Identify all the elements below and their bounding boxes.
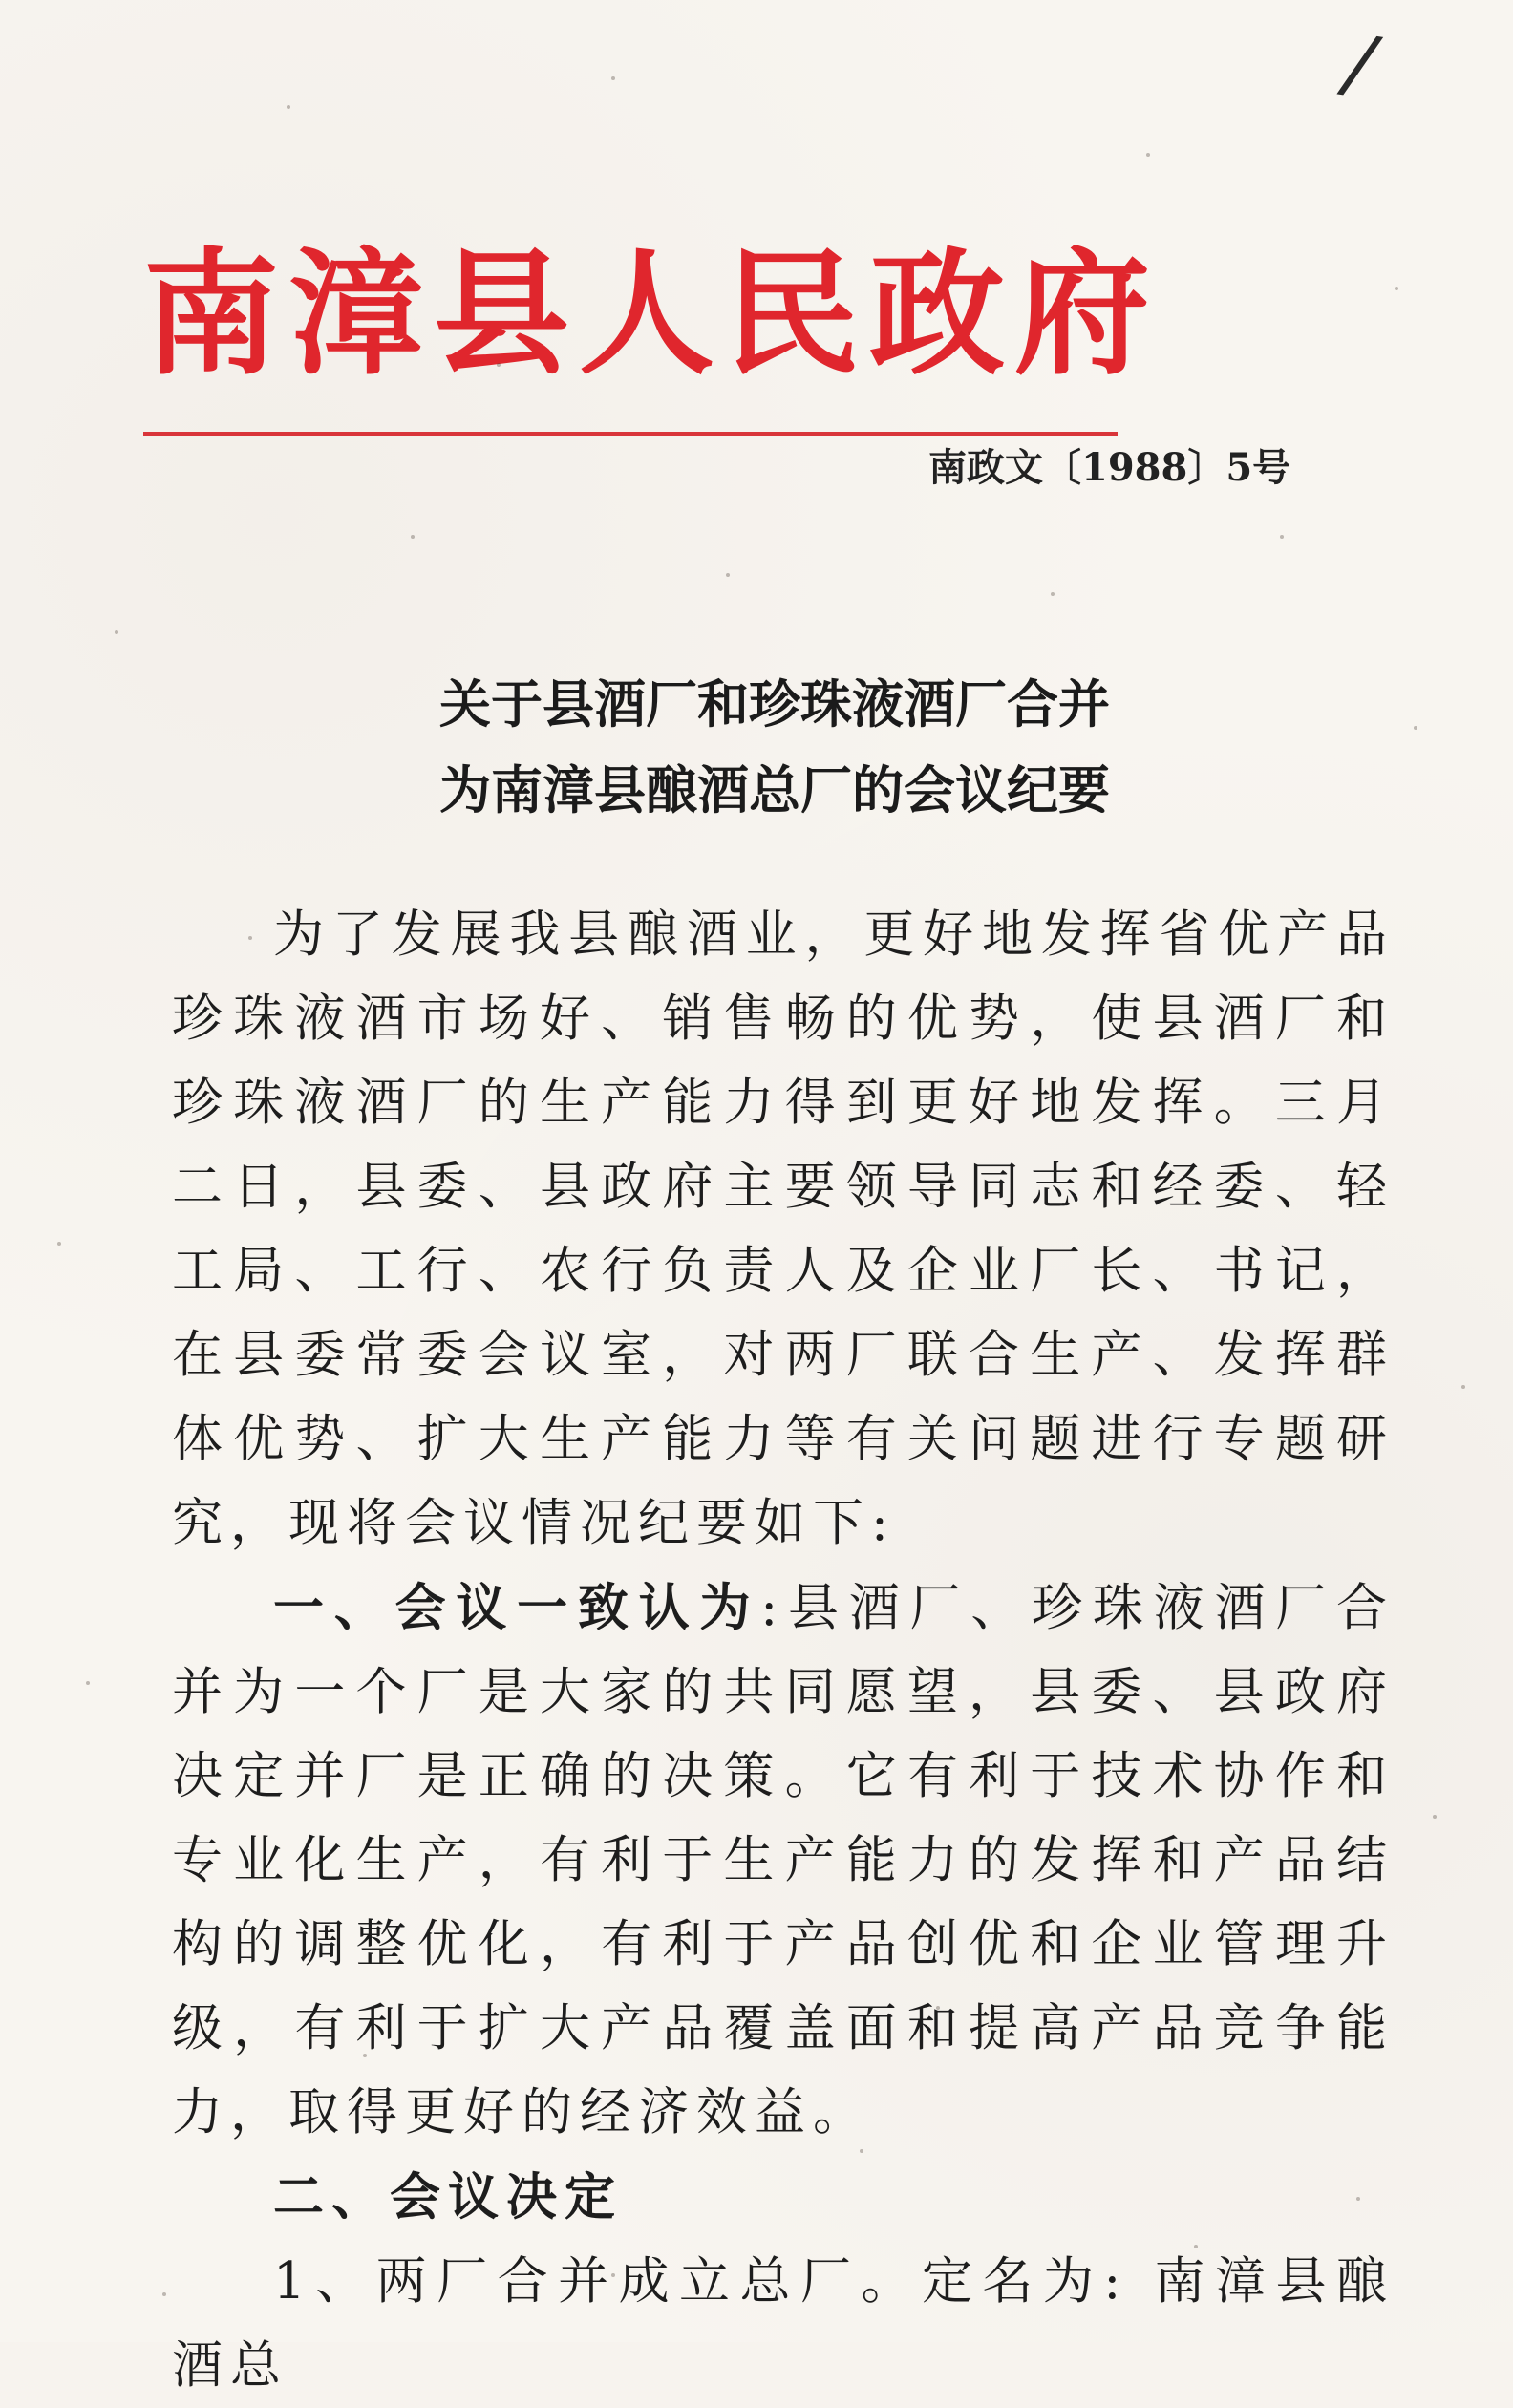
intro-paragraph: 为了发展我县酿酒业，更好地发挥省优产品珍珠液酒市场好、销售畅的优势，使县酒厂和珍珠液酒厂的生产能力得到更好地发挥。三月二日，县委、县政府主要领导同志和经委、轻工局、工行、农行负责人及企业厂长、书记，在县委常委会议室，对两厂联合生产、发挥群体优势、扩大生产能力等有关问题进行专题研究，现将会议情况纪要如下: xyxy=(172,906,1395,1552)
paper-speck xyxy=(1356,2197,1360,2201)
section-1-paragraph xyxy=(172,1566,1395,2155)
paper-speck xyxy=(611,76,615,80)
document-title-line-1: 关于县酒厂和珍珠液酒厂合并 xyxy=(439,673,1110,735)
paper-speck xyxy=(936,2006,940,2010)
paper-speck xyxy=(1414,726,1417,730)
paper-speck xyxy=(497,363,501,367)
decision-item-1: 1、两厂合并成立总厂。定名为: 南漳县酿酒总 xyxy=(172,2252,1395,2395)
paper-speck xyxy=(86,1681,90,1685)
paper-speck xyxy=(1461,1385,1465,1389)
paper-speck xyxy=(411,535,415,539)
masthead-red-rule xyxy=(143,432,1118,436)
paper-speck xyxy=(248,936,252,940)
paper-speck xyxy=(611,2273,615,2277)
paper-speck xyxy=(201,1863,204,1866)
paper-speck xyxy=(1280,535,1284,539)
paper-speck xyxy=(287,105,290,109)
paper-speck xyxy=(1433,1815,1437,1819)
document-body xyxy=(172,893,1395,2408)
paper-speck xyxy=(1051,592,1055,596)
paper-speck xyxy=(162,2292,166,2296)
handwritten-page-mark: / xyxy=(1340,17,1379,110)
paper-speck xyxy=(1146,153,1150,157)
paper-speck xyxy=(115,630,118,634)
section-1-text: :县酒厂、珍珠液酒厂合并为一个厂是大家的共同愿望，县委、县政府决定并厂是正确的决策。它有利于技术协作和专业化生产，有利于生产能力的发挥和产品结构的调整优化，有利于产品创优和企业管理升级，有利于扩大产品覆盖面和提高产品竞争能力，取得更好的经济效益。 xyxy=(172,1579,1396,2142)
section-1-heading: 一、会议一致认为 xyxy=(273,1578,761,1637)
section-2-paragraph xyxy=(172,2155,1395,2240)
issuer-masthead: 南漳县人民政府 xyxy=(143,236,1160,394)
paper-speck xyxy=(363,2054,367,2057)
paper-speck xyxy=(860,2149,863,2153)
paper-speck xyxy=(57,1242,61,1246)
paper-speck xyxy=(1194,2245,1198,2248)
paper-speck xyxy=(726,573,730,577)
section-2-heading: 二、会议决定 xyxy=(273,2167,623,2227)
document-number: 南政文〔1988〕5号 xyxy=(928,445,1291,490)
document-title-line-2: 为南漳县酿酒总厂的会议纪要 xyxy=(439,759,1110,820)
paper-speck xyxy=(1395,287,1398,290)
